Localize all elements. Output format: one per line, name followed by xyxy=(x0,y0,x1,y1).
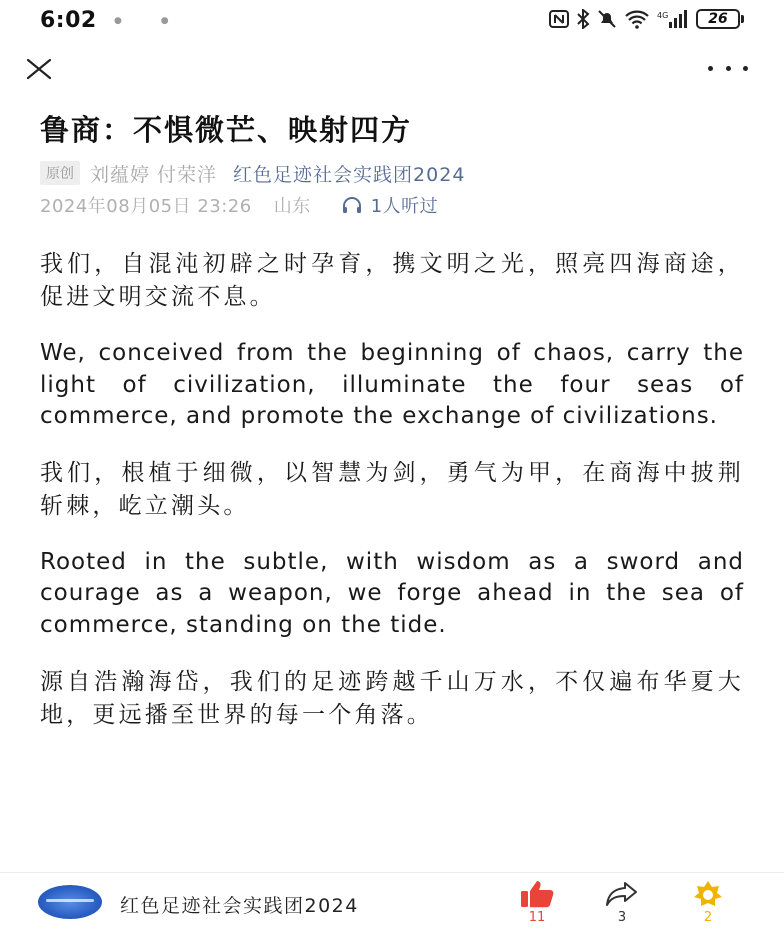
bottom-action-bar xyxy=(0,872,784,934)
more-button[interactable] xyxy=(708,56,748,80)
paragraph: We, conceived from the beginning of chaos, carry the light of civilization, illuminate the four seas of commerce, and promote the exchange of civilizations. xyxy=(40,340,744,430)
thumbs-up-icon xyxy=(518,879,556,909)
status-time: 6:02 xyxy=(40,8,97,33)
account-name[interactable]: 红色足迹社会实践团2024 xyxy=(120,895,359,917)
share-button[interactable] xyxy=(597,879,647,925)
wow-count: 2 xyxy=(703,910,713,925)
wow-star-icon xyxy=(689,879,727,909)
like-button[interactable] xyxy=(512,879,562,925)
account-link[interactable]: 红色足迹社会实践团2024 xyxy=(233,163,466,186)
close-button[interactable] xyxy=(24,54,54,84)
share-count: 3 xyxy=(617,910,627,925)
paragraph: 源自浩瀚海岱，我们的足迹跨越千山万水，不仅遍布华夏大地，更远播至世界的每一个角落。 xyxy=(40,668,744,728)
account-avatar[interactable] xyxy=(38,885,102,919)
paragraph: Rooted in the subtle, with wisdom as a sword and courage as a weapon, we forge ahead in the sea of commerce, standing on the tide. xyxy=(40,548,744,638)
share-arrow-icon xyxy=(603,879,641,909)
listen-count: 1人听过 xyxy=(370,196,439,217)
wow-button[interactable] xyxy=(683,879,733,925)
article-meta xyxy=(40,160,465,186)
article-date-row xyxy=(40,192,438,218)
status-bar xyxy=(0,0,784,42)
original-badge: 原创 xyxy=(40,161,80,185)
article-body xyxy=(40,248,744,756)
mute-icon xyxy=(597,9,617,29)
notification-icons: ● ● xyxy=(114,16,187,26)
battery-level: 26 xyxy=(696,9,740,29)
paragraph: 我们，根植于细微，以智慧为剑，勇气为甲，在商海中披荆斩棘，屹立潮头。 xyxy=(40,459,744,519)
listen-button[interactable] xyxy=(341,192,438,218)
nfc-icon xyxy=(549,10,569,28)
more-icon xyxy=(708,66,713,71)
bluetooth-icon xyxy=(576,9,590,29)
like-count: 11 xyxy=(528,910,546,925)
close-icon xyxy=(24,54,54,84)
status-icons xyxy=(549,9,744,29)
battery-icon xyxy=(696,9,744,29)
article-authors: 刘蕴婷 付荣洋 xyxy=(90,163,218,186)
paragraph: 我们，自混沌初辟之时孕育，携文明之光，照亮四海商途，促进文明交流不息。 xyxy=(40,251,744,310)
svg-text:4G: 4G xyxy=(657,11,669,20)
wifi-icon xyxy=(624,9,650,29)
headphones-icon xyxy=(341,195,363,215)
top-navbar xyxy=(0,44,784,90)
article-title: 鲁商：不惧微芒、映射四方 xyxy=(40,113,413,147)
publish-location: 山东 xyxy=(273,196,311,217)
publish-date: 2024年08月05日 23:26 xyxy=(40,196,252,217)
signal-icon xyxy=(657,9,689,29)
